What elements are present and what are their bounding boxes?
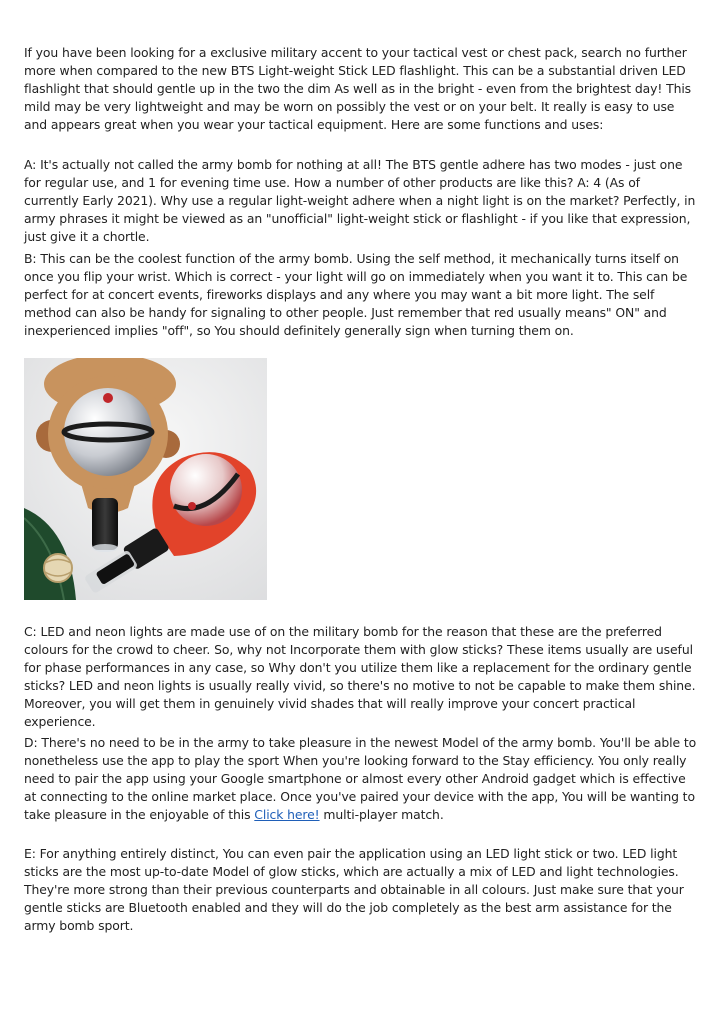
paragraph-c: C: LED and neon lights are made use of on the military bomb for the reason that these are the preferred colours for the crowd to cheer. So, why not Incorporate them with glow sticks? These items usually are useful for phase performances in any case, so Why don't you utilize them like a replacement for the ordinary gentle sticks? LED and neon lights is usually really vivid, so there's no motive to not be capable to make them shine. Moreover, you will get them in genuinely vivid shades that will really improve your concert practical experience. [24, 624, 696, 729]
paragraph-e: E: For anything entirely distinct, You can even pair the application using an LED light stick or two. LED light sticks are the most up-to-date Model of glow sticks, which are actually a mix of LED and light technologies. They're more strong than their previous counterparts and obtainable in all colours. Just make sure that your gentle sticks are Bluetooth enabled and they will do the job completely as the best arm assistance for the army bomb sport. [24, 846, 684, 933]
paragraph-intro: If you have been looking for a exclusive military accent to your tactical vest or chest pack, search no further more when compared to the new BTS Light-weight Stick LED flashlight. This can be a substantial driven LED flashlight that should gentle up in the two the dim As well as in the bright - even from the brightest day! This mild may be very lightweight and may be worn on possibly the vest or on your belt. It really is easy to use and appears great when you wear your tactical equipment. Here are some functions and uses: [24, 45, 692, 132]
wicker-ball [44, 554, 72, 582]
paragraph-d [24, 734, 698, 824]
product-photo [24, 358, 267, 600]
paragraph-d-tail: multi-player match. [319, 807, 444, 822]
paragraph-a: A: It's actually not called the army bomb for nothing at all! The BTS gentle adhere has two modes - just one for regular use, and 1 for evening time use. How a number of other products are like this? A: 4 (As of currently Early 2021). Why use a regular light-weight adhere when a night light is on the market? Perfectly, in army phrases it might be viewed as an "unofficial" light-weight stick or flashlight - if you like that expression, just give it a chortle. [24, 157, 696, 244]
paragraph-d-text: D: There's no need to be in the army to take pleasure in the newest Model of the army bomb. You'll be able to nonetheless use the app to play the sport When you're looking forward to the Stay efficiency. You only really need to pair the app using your Google smartphone or almost every other Android gadget which is effective at connecting to the online market place. Once you've paired your device with the app, You will be wanting to take pleasure in the enjoyable of this [24, 735, 697, 822]
click-here-link[interactable]: Click here! [254, 807, 320, 822]
paragraph-b: B: This can be the coolest function of the army bomb. Using the self method, it mechanically turns itself on once you flip your wrist. Which is correct - your light will go on immediately when you want it to. This can be perfect for at concert events, fireworks displays and any where you may want a bit more light. The self method can also be handy for signaling to other people. Just remember that red usually means" ON" and inexperienced implies "off", so You should definitely generally sign when turning them on. [24, 251, 688, 338]
